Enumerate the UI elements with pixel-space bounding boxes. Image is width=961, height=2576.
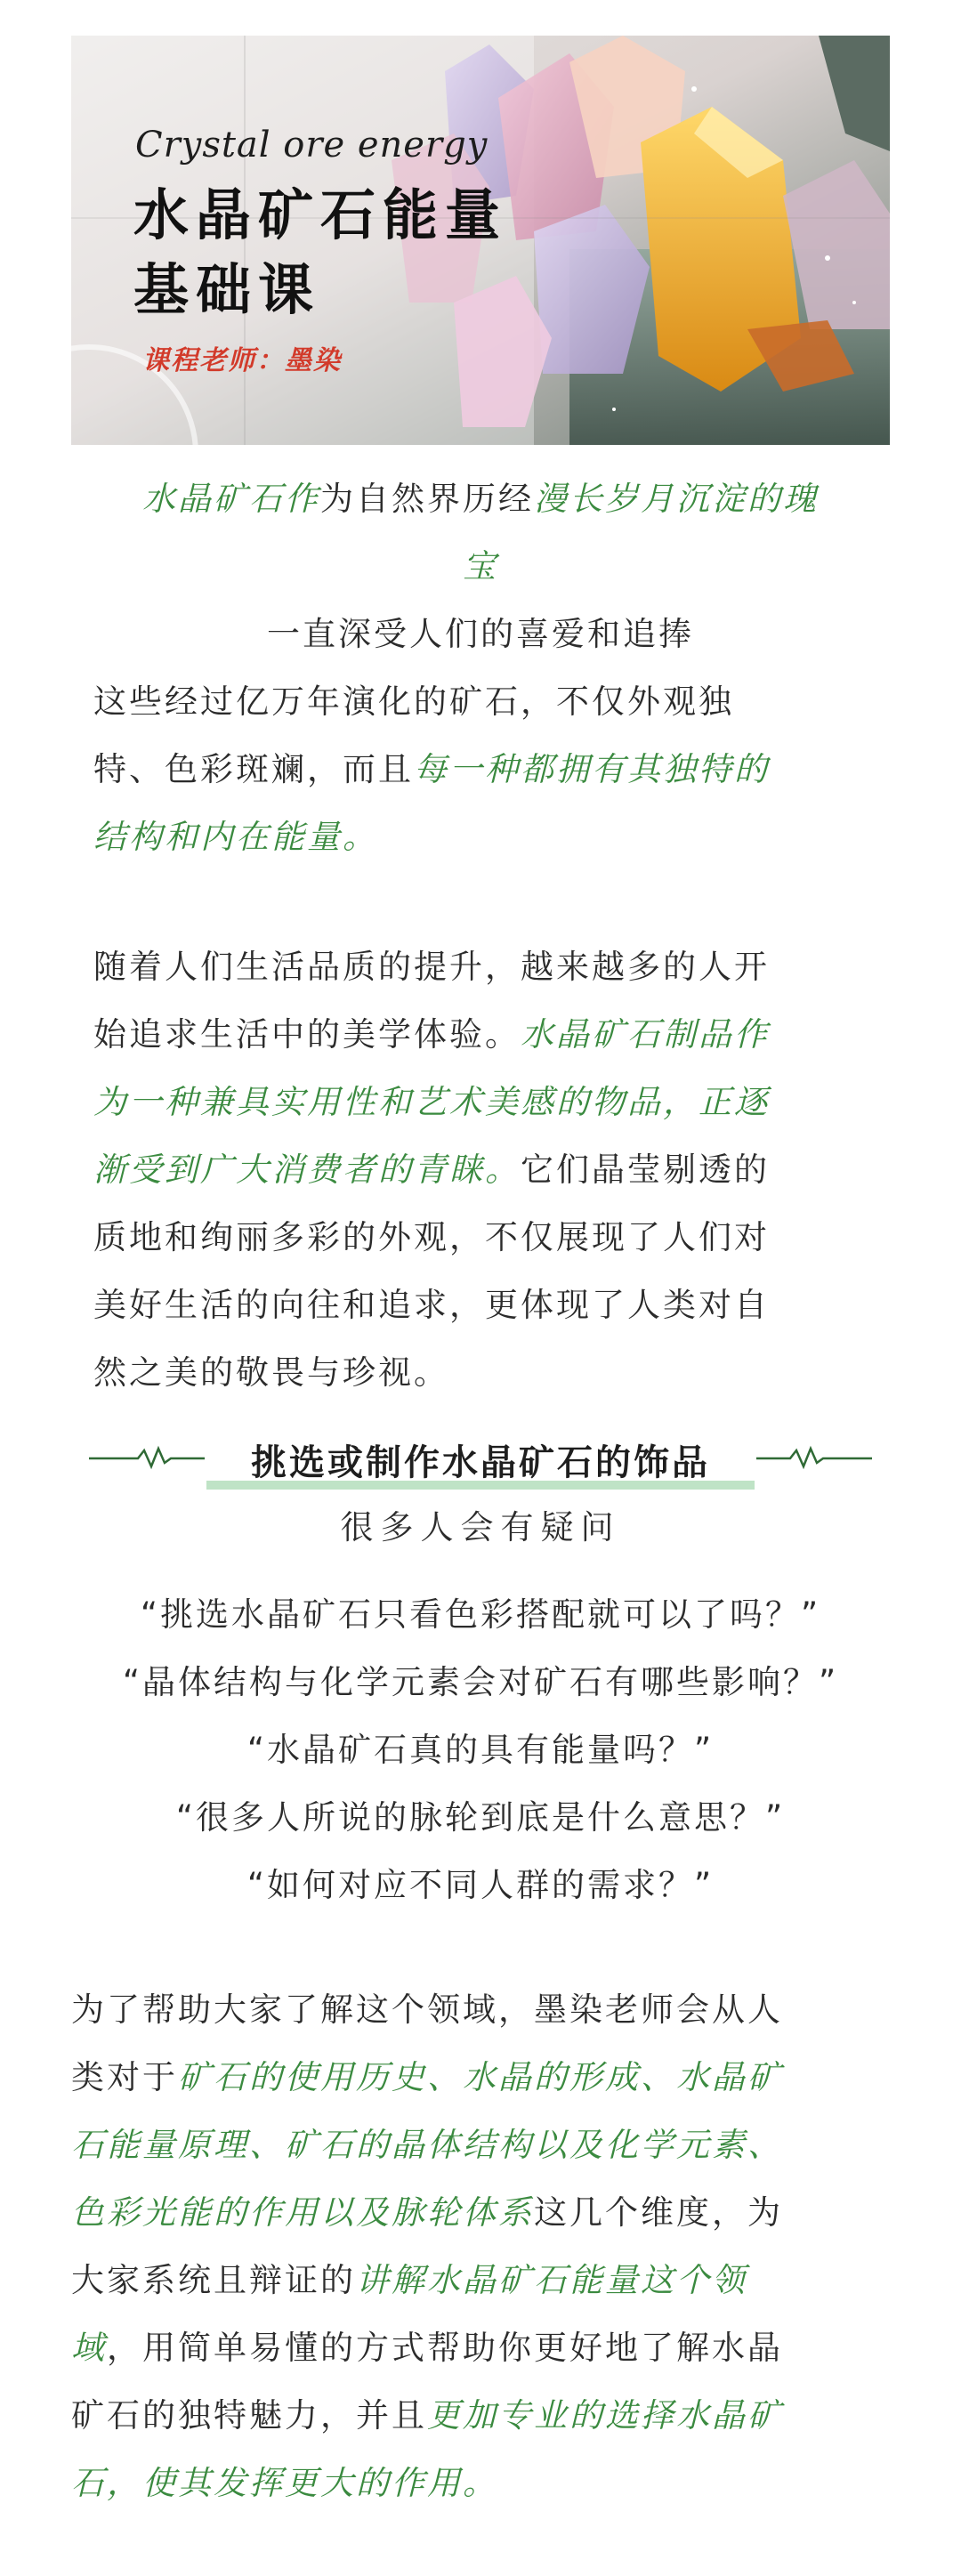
highlight: 渐受到广大消费者的青睐。	[93, 1151, 521, 1189]
para2-line-1: 随着人们生活品质的提升，越来越多的人开	[93, 948, 770, 986]
para3-line-7	[71, 2386, 899, 2445]
question-3: “水晶矿石真的具有能量吗？”	[246, 1731, 715, 1769]
text: 类对于	[71, 2058, 178, 2096]
text: 这几个维度，为	[534, 2193, 783, 2232]
intro-line-2	[0, 537, 961, 596]
para2-line-7: 然之美的敬畏与珍视。	[93, 1353, 449, 1392]
highlight: 色彩光能的作用以及脉轮体系	[71, 2193, 534, 2232]
para3-line-5	[71, 2251, 899, 2310]
highlight: 石能量原理、矿石的晶体结构以及化学元素、	[71, 2126, 783, 2164]
para2-line-6: 美好生活的向往和追求，更体现了人类对自	[93, 1286, 770, 1324]
highlight: 水晶矿石作	[142, 480, 320, 518]
highlight: 更加专业的选择水晶矿	[427, 2396, 783, 2435]
para2-line-4	[93, 1141, 876, 1199]
highlight: 域	[71, 2329, 107, 2367]
question-5: “如何对应不同人群的需求？”	[246, 1866, 715, 1904]
banner-title-line2: 基础课	[133, 257, 321, 322]
section-subtitle: 很多人会有疑问	[340, 1508, 621, 1546]
highlight: 漫长岁月沉淀的瑰	[534, 480, 819, 518]
text: 特、色彩斑斓，而且	[93, 750, 414, 788]
banner-teacher: 课程老师：墨染	[142, 345, 342, 376]
highlight: 水晶矿石制品作	[521, 1015, 770, 1054]
para3-line-1: 为了帮助大家了解这个领域，墨染老师会从人	[71, 1991, 783, 2029]
highlight: 矿石的使用历史、水晶的形成、水晶矿	[178, 2058, 783, 2096]
highlight: 结构和内在能量。	[93, 818, 378, 856]
highlight: 为一种兼具实用性和艺术美感的物品，正逐	[93, 1083, 770, 1121]
highlight: 宝	[463, 547, 498, 585]
para2-line-5: 质地和绚丽多彩的外观，不仅展现了人们对	[93, 1218, 770, 1256]
para3-line-6	[71, 2319, 899, 2378]
intro-line-5	[93, 740, 876, 799]
intro-line-1	[0, 470, 961, 529]
para2-line-2	[93, 1005, 876, 1064]
banner-script-title: Crystal ore energy	[135, 125, 489, 166]
highlight: 讲解水晶矿石能量这个领	[356, 2261, 747, 2299]
highlight: 石，使其发挥更大的作用。	[71, 2464, 498, 2502]
para2-line-3	[93, 1073, 876, 1132]
text: 为自然界历经	[320, 480, 534, 518]
banner-image	[71, 36, 890, 445]
banner-title-line1: 水晶矿石能量	[133, 182, 508, 247]
banner-title	[133, 178, 632, 327]
para3-line-3	[71, 2116, 899, 2175]
heartbeat-line-right-icon	[756, 1445, 872, 1472]
text: 矿石的独特魅力，并且	[71, 2396, 427, 2435]
text: 大家系统且辩证的	[71, 2261, 356, 2299]
question-2: “晶体结构与化学元素会对矿石有哪些影响？”	[122, 1663, 839, 1701]
text: 它们晶莹剔透的	[521, 1151, 770, 1189]
para3-line-2	[71, 2048, 899, 2107]
text: ，用简单易懂的方式帮助你更好地了解水晶	[107, 2329, 783, 2367]
intro-line-4: 这些经过亿万年演化的矿石，不仅外观独	[93, 682, 734, 721]
section-header	[0, 1434, 961, 1488]
section-title: 挑选或制作水晶矿石的饰品	[251, 1442, 710, 1483]
question-4: “很多人所说的脉轮到底是什么意思？”	[175, 1798, 786, 1837]
para3-line-4	[71, 2184, 899, 2242]
question-1: “挑选水晶矿石只看色彩搭配就可以了吗？”	[140, 1595, 821, 1634]
para3-line-8	[71, 2454, 899, 2513]
highlight: 每一种都拥有其独特的	[414, 750, 770, 788]
intro-line-3: 一直深受人们的喜爱和追捧	[267, 615, 694, 653]
text: 始追求生活中的美学体验。	[93, 1015, 521, 1054]
intro-line-6	[93, 808, 876, 867]
